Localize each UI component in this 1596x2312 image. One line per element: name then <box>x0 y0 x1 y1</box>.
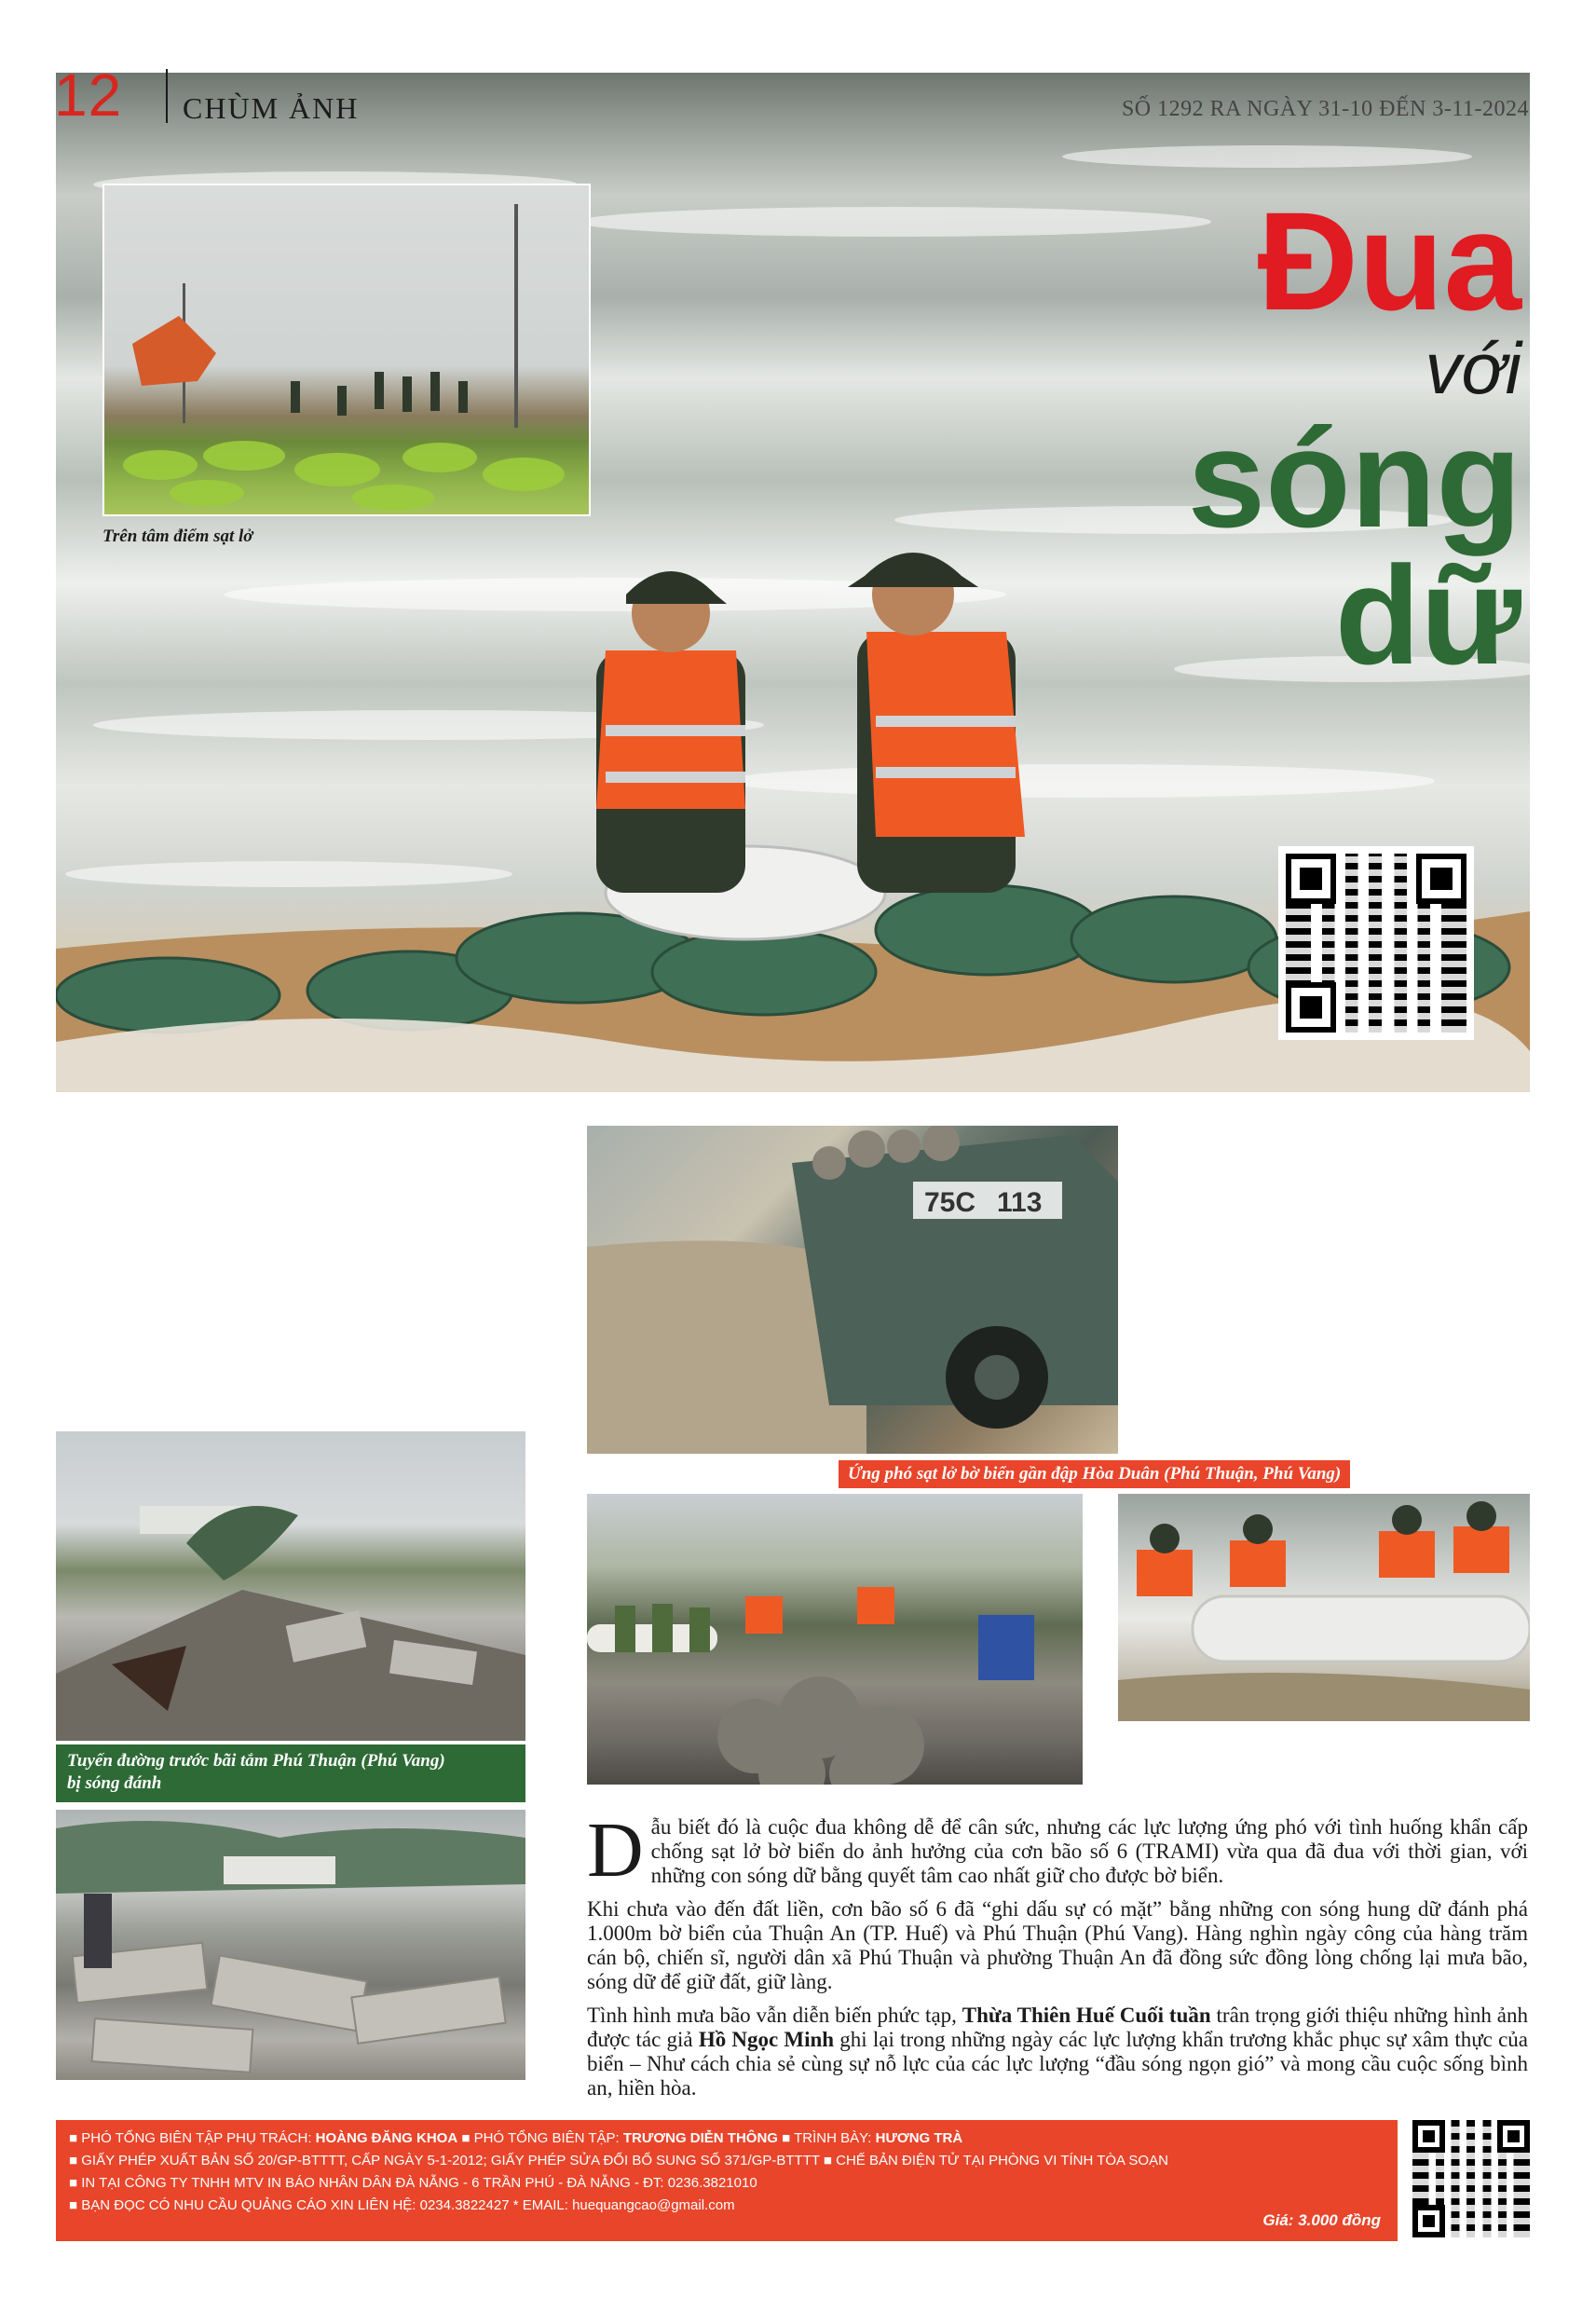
footer-qr-code[interactable] <box>1412 2120 1530 2237</box>
truck-photo <box>587 1126 1118 1454</box>
qr-finder <box>1412 2120 1445 2153</box>
footer-line-3: ■ IN TẠI CÔNG TY TNHH MTV IN BÁO NHÂN DÂN ĐÀ NẴNG - 6 TRẦN PHÚ - ĐÀ NẴNG - ĐT: 0236.3821010 <box>69 2175 757 2191</box>
big-bag-photo-scene <box>1118 1494 1530 1721</box>
qr-pattern <box>1286 854 1466 1033</box>
road-photo-scene <box>56 1431 525 1741</box>
section-title: CHÙM ẢNH <box>183 91 360 125</box>
ruin-photo <box>56 1810 525 2080</box>
truck-photo-scene <box>587 1126 1118 1454</box>
header-divider <box>166 69 168 123</box>
qr-finder <box>1416 854 1466 904</box>
inset-caption: Trên tâm điểm sạt lở <box>102 527 253 546</box>
masthead-footer <box>56 2120 1398 2241</box>
footer-line-4: ■ BẠN ĐỌC CÓ NHU CẦU QUẢNG CÁO XIN LIÊN HỆ: 0234.3822427 * EMAIL: huequangcao@gmail.com <box>69 2197 735 2213</box>
page-number: 12 <box>54 62 123 129</box>
article-paragraph-3 <box>587 2004 1528 2100</box>
ruin-photo-scene <box>56 1810 525 2080</box>
footer-text: ■ PHÓ TỔNG BIÊN TẬP PHỤ TRÁCH: <box>69 2130 316 2146</box>
layout-designer: HƯƠNG TRÀ <box>875 2130 963 2146</box>
truck-plate: 75C <box>924 1187 976 1218</box>
inset-photo <box>102 184 591 516</box>
truck-caption: Ứng phó sạt lở bờ biển gần đập Hòa Duân (Phú Thuận, Phú Vang) <box>839 1460 1350 1488</box>
stones-photo-scene <box>587 1494 1083 1785</box>
article-paragraph-2: Khi chưa vào đến đất liền, cơn bão số 6 đã “ghi dấu sự có mặt” bằng những con sóng hung dữ đánh phá 1.000m bờ biển của Thuận An (TP. Huế) và Phú Thuận (Phú Vang). Hàng nghìn ngày công của hàng trăm cán bộ, chiến sĩ, người dân xã Phú Thuận và phường Thuận An đã đồng sức đồng lòng chống lại mưa bão, sóng dữ để giữ đất, giữ làng. <box>587 1897 1528 1993</box>
road-caption-line-2: bị sóng đánh <box>67 1773 162 1793</box>
qr-finder <box>1286 854 1336 904</box>
article-body <box>587 1807 1529 2110</box>
p3-text-c: trân trọng giới thiệu những hình ảnh được tác giả <box>587 2004 1528 2051</box>
p3-text-e: ghi lại trong những ngày các lực lượng khẩn trương khắc phục sự xâm thực của biển – Như cách chia sẻ cùng sự nỗ lực của các lực lượng “đầu sóng ngọn gió” và mong cầu cuộc sống bình an, hiền hòa. <box>587 2028 1529 2100</box>
stones-photo <box>587 1494 1083 1785</box>
road-photo <box>56 1431 525 1741</box>
qr-finder <box>1286 982 1336 1033</box>
footer-line-1 <box>69 2127 1385 2150</box>
title-line-1: Đua <box>1257 183 1521 339</box>
road-caption-line-1: Tuyến đường trước bãi tắm Phú Thuận (Phú Vang) <box>67 1751 445 1771</box>
footer-text: ■ TRÌNH BÀY: <box>777 2130 876 2146</box>
article-paragraph-1-text: ẫu biết đó là cuộc đua không dễ để cân sức, nhưng các lực lượng ứng phó với tình huống khẩn cấp chống sạt lở bờ biển do ảnh hưởng của cơn bão số 6 (TRAMI) vừa qua đã đua với thời gian, với những con sóng dữ bằng quyết tâm cao nhất giữ cho được bờ biển. <box>650 1815 1528 1887</box>
qr-pattern <box>1412 2120 1530 2237</box>
footer-line-2: ■ GIẤY PHÉP XUẤT BẢN SỐ 20/GP-BTTTT, CẤP NGÀY 5-1-2012; GIẤY PHÉP SỬA ĐỔI BỔ SUNG SỐ 371/GP-BTTTT ■ CHẾ BẢN ĐIỆN TỬ TẠI PHÒNG VI TÍNH TÒA SOẠN <box>69 2153 1168 2168</box>
footer-text: ■ PHÓ TỔNG BIÊN TẬP: <box>457 2130 623 2146</box>
qr-finder <box>1497 2120 1530 2153</box>
author-name: Hồ Ngọc Minh <box>698 2028 835 2051</box>
p3-text-a: Tình hình mưa bão vẫn diễn biến phức tạp, <box>587 2004 962 2027</box>
road-caption <box>56 1744 525 1802</box>
qr-code[interactable] <box>1278 846 1474 1040</box>
drop-cap: D <box>587 1807 644 1894</box>
big-bag-photo <box>1118 1494 1530 1721</box>
title-line-3: sóng <box>1187 400 1521 556</box>
issue-info: SỐ 1292 RA NGÀY 31-10 ĐẾN 3-11-2024 <box>1121 97 1529 121</box>
title-line-2: với <box>1425 327 1521 409</box>
title-line-4: dữ <box>1334 537 1521 693</box>
editor-in-charge: HOÀNG ĐĂNG KHOA <box>315 2130 458 2146</box>
price-label: Giá: 3.000 đồng <box>1262 2211 1381 2229</box>
article-paragraph-1 <box>587 1807 1528 1894</box>
deputy-editor: TRƯƠNG DIỄN THÔNG <box>622 2130 778 2146</box>
publication-name: Thừa Thiên Huế Cuối tuần <box>962 2004 1211 2027</box>
truck-number: 113 <box>997 1187 1043 1218</box>
inset-photo-scene <box>104 185 589 514</box>
qr-finder <box>1412 2205 1445 2237</box>
